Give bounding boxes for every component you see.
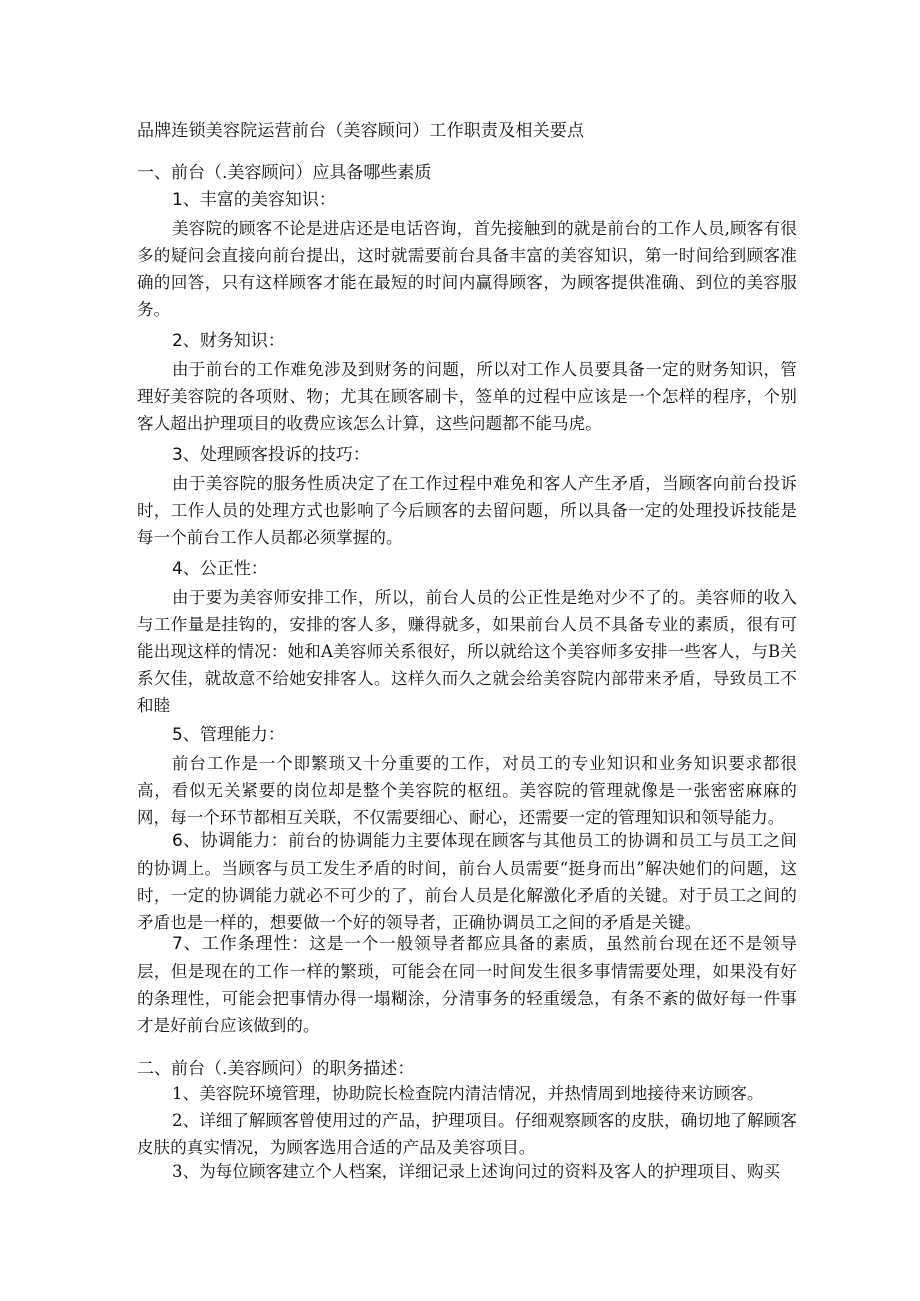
item-7-body: 这是一个一般领导者都应具备的素质，虽然前台现在还不是领导层，但是现在的工作一样的繁琐，可能会在同一时间发生很多事情需要处理，如果没有好的条理性，可能会把事情办得一塌糊涂，分清事务的轻重缓急，有条不紊的做好每一件事才是好前台应该做到的。 bbox=[137, 934, 797, 1035]
item-1-body: 美容院的顾客不论是进店还是电话咨询，首先接触到的就是前台的工作人员,顾客有很多的疑问会直接向前台提出，这时就需要前台具备丰富的美容知识，第一时间给到顾客准确的回答，只有这样顾客才能在最短的时间内赢得顾客，为顾客提供准确、到位的美容服务。 bbox=[137, 219, 797, 319]
item-4-heading: 4、公正性： bbox=[172, 559, 268, 579]
item-7-heading: 7、工作条理性： bbox=[172, 934, 310, 954]
item-6-body: 前台的协调能力主要体现在顾客与其他员工的协调和员工与员工之间的协调上。当顾客与员工发生矛盾的时间，前台人员需要“挺身而出”解决她们的问题，这时，一定的协调能力就必不可少的了，前台人员是化解激化矛盾的关键。对于员工之间的矛盾也是一样的，想要做一个好的领导者，正确协调员工之间的矛盾是关键。 bbox=[137, 831, 798, 932]
item-7-paragraph bbox=[137, 930, 797, 1039]
item-3-heading: 3、处理顾客投诉的技巧： bbox=[172, 445, 370, 465]
item-6-heading: 6、协调能力： bbox=[172, 831, 289, 851]
item-2-body: 由于前台的工作难免涉及到财务的问题，所以对工作人员要具备一定的财务知识，管理好美容院的各项财、物；尤其在顾客刷卡，签单的过程中应该是一个怎样的程序，个别客人超出护理项目的收费应该怎么计算，这些问题都不能马虎。 bbox=[137, 360, 797, 433]
duty-3: 3、为每位顾客建立个人档案，详细记录上述询问过的资料及客人的护理项目、购买 bbox=[172, 1162, 781, 1181]
item-3-body: 由于美容院的服务性质决定了在工作过程中难免和客人产生矛盾，当顾客向前台投诉时，工作人员的处理方式也影响了今后顾客的去留问题，所以具备一定的处理投诉技能是每一个前台工作人员都必须掌握的。 bbox=[137, 474, 797, 547]
item-5-heading: 5、管理能力： bbox=[172, 725, 285, 745]
item-5-body: 前台工作是一个即繁琐又十分重要的工作，对员工的专业知识和业务知识要求都很高，看似无关紧要的岗位却是整个美容院的枢纽。美容院的管理就像是一张密密麻麻的网，每一个环节都相互关联，不仅需要细心、耐心，还需要一定的管理知识和领导能力。 bbox=[137, 754, 797, 827]
item-2-heading: 2、财务知识： bbox=[172, 331, 285, 351]
duty-1: 1、美容院环境管理，协助院长检查院内清洁情况，并热情周到地接待来访顾客。 bbox=[172, 1084, 764, 1103]
section-1-heading: 一、前台（.美容顾问）应具备哪些素质 bbox=[137, 163, 432, 183]
item-6-paragraph bbox=[137, 827, 797, 936]
item-4-body: 由于要为美容师安排工作，所以，前台人员的公正性是绝对少不了的。美容师的收入与工作量是挂钩的，安排的客人多，赚得就多，如果前台人员不具备专业的素质，很有可能出现这样的情况：她和A美容师关系很好，所以就给这个美容师多安排一些客人，与B关系欠佳，就故意不给她安排客人。这样久而久之就会给美容院内部带来矛盾，导致员工不和睦 bbox=[137, 588, 797, 715]
document-title: 品牌连锁美容院运营前台（美容顾问）工作职责及相关要点 bbox=[137, 121, 585, 141]
item-1-heading: 1、丰富的美容知识： bbox=[172, 190, 336, 210]
section-2-heading: 二、前台（.美容顾问）的职务描述： bbox=[137, 1059, 415, 1079]
duty-2: 2、详细了解顾客曾使用过的产品，护理项目。仔细观察顾客的皮肤，确切地了解顾客皮肤的真实情况，为顾客选用合适的产品及美容项目。 bbox=[137, 1111, 797, 1157]
